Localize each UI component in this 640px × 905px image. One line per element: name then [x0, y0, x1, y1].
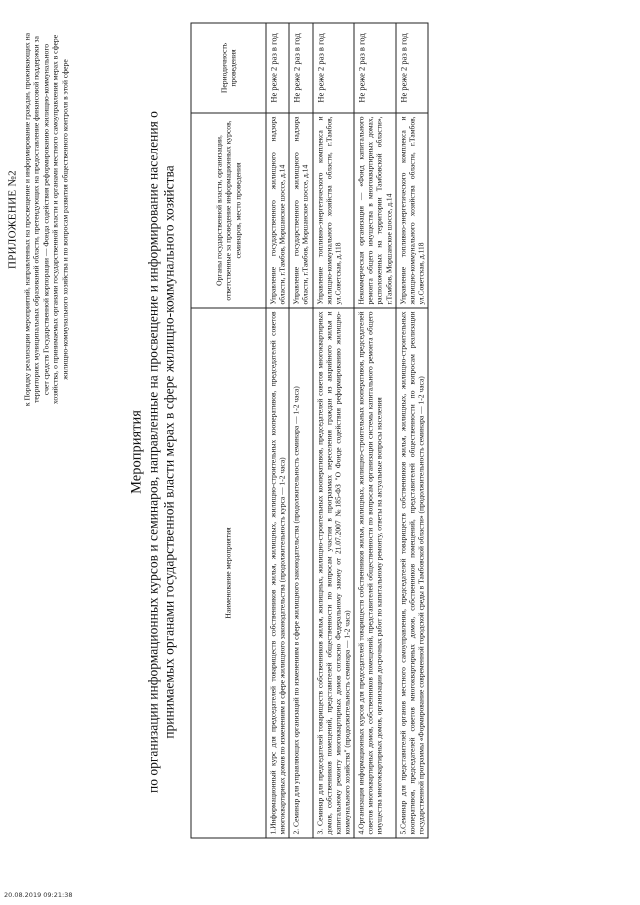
events-table [191, 23, 429, 839]
rotated-document-content [1, 0, 640, 905]
organization-cell: Управление государственного жилищного надзора области, г.Тамбов, Моршанское шоссе, д.14 [289, 113, 312, 308]
appendix-block [7, 30, 70, 410]
document-subtitle: по организации информационных курсов и семинаров, направленные на просвещение и информирование населения о принимаемых органами государственной власти мерах в сфере жилищно-коммунального хозяйства [145, 111, 177, 793]
event-name-cell: 5.Семинар для представителей органов местного самоуправления, председателей товариществ собственников жилья, жилищных, жилищно-строительных кооперативов, председателей советов многоквартирных домов, собственников помещений, представителей общественности по вопросам реализации государственной программы «Формирование современной городской среды в Тамбовской области» (продолжительность семинара — 1-2 часа) [396, 308, 428, 838]
periodicity-cell: Не реже 2 раз в год [354, 23, 396, 113]
header-event-name: Наименование мероприятия [191, 308, 266, 838]
organization-cell: Управление топливно-энергетического комплекса и жилищно-коммунального хозяйства области, г.Тамбов, ул.Советская, д.118 [313, 113, 355, 308]
periodicity-cell: Не реже 2 раз в год [313, 23, 355, 113]
table-row [289, 23, 312, 838]
appendix-title: ПРИЛОЖЕНИЕ №2 [6, 170, 19, 269]
table-row [266, 23, 289, 838]
table-row [354, 23, 396, 838]
periodicity-cell: Не реже 2 раз в год [266, 23, 289, 113]
event-name-cell: 2. Семинар для управляющих организаций по изменениям в сфере жилищного законодательства (продолжительность семинара — 1-2 часа) [289, 308, 312, 838]
print-timestamp: 20.08.2019 09:21:38 [4, 891, 73, 899]
organization-cell: Управление государственного жилищного надзора области, г.Тамбов, Моршанское шоссе, д.14 [266, 113, 289, 308]
table-header-row [191, 23, 266, 838]
header-periodicity: Периодичность проведения [191, 23, 266, 113]
organization-cell: Управление топливно-энергетического комплекса и жилищно-коммунального хозяйства области, г.Тамбов, ул.Советская, д.118 [396, 113, 428, 308]
appendix-text: к Порядку реализации мероприятий, направленных на просвещение и информирование граждан, проживающих на территориях муниципальных образований области, претендующих на предоставление финансовой поддержки за счет средств Государственной корпорации — Фонда содействия реформированию жилищно-коммунального хозяйства, о принимаемых органами государственной власти и органами местного самоуправления мерах в сфере жилищно-коммунального хозяйства и по вопросам развития общественного контроля в этой сфере [22, 32, 70, 407]
table-row [313, 23, 355, 838]
header-organizations: Органы государственной власти, организации, ответственные за проведение информационных курсов, семинаров, место проведения [191, 113, 266, 308]
document-title-block [129, 80, 178, 825]
periodicity-cell: Не реже 2 раз в год [396, 23, 428, 113]
event-name-cell: 3. Семинар для председателей товариществ собственников жилья, жилищных, жилищно-строительных кооперативов, председателей советов многоквартирных домов, собственников помещений, представителей общественности по вопросам участия в программах переселения граждан из аварийного жилья и капитальному ремонту многоквартирных домов согласно Федеральному закону от 21.07.2007 №185-ФЗ "О Фонде содействия реформированию жилищно-коммунального хозяйства" (продолжительность семинара — 1-2 часа) [313, 308, 355, 838]
event-name-cell: 1.Информационный курс для председателей товариществ собственников жилья, жилищных, жилищно-строительных кооперативов, председателей советов многоквартирных домов по изменениям в сфере жилищного законодательства (продолжительность курса — 1-2 часа) [266, 308, 289, 838]
event-name-cell: 4.Организация информационных курсов для председателей товариществ собственников жилья, жилищных, жилищно-строительных кооперативов, председателей советов многоквартирных домов, собственников помещений, представителей общественности по вопросам организации системы капитального ремонта общего имущества многоквартирных домов, организации досрочных работ по капитальному ремонту, ответы на актуальные вопросы населения [354, 308, 396, 838]
organization-cell: Некоммерческая организация — «Фонд капитального ремонта общего имущества в многоквартирных домах, расположенных на территории Тамбовской области», г.Тамбов, Моршанское шоссе, д.14 [354, 113, 396, 308]
periodicity-cell: Не реже 2 раз в год [289, 23, 312, 113]
document-title: Мероприятия [128, 410, 145, 494]
table-row [396, 23, 428, 838]
